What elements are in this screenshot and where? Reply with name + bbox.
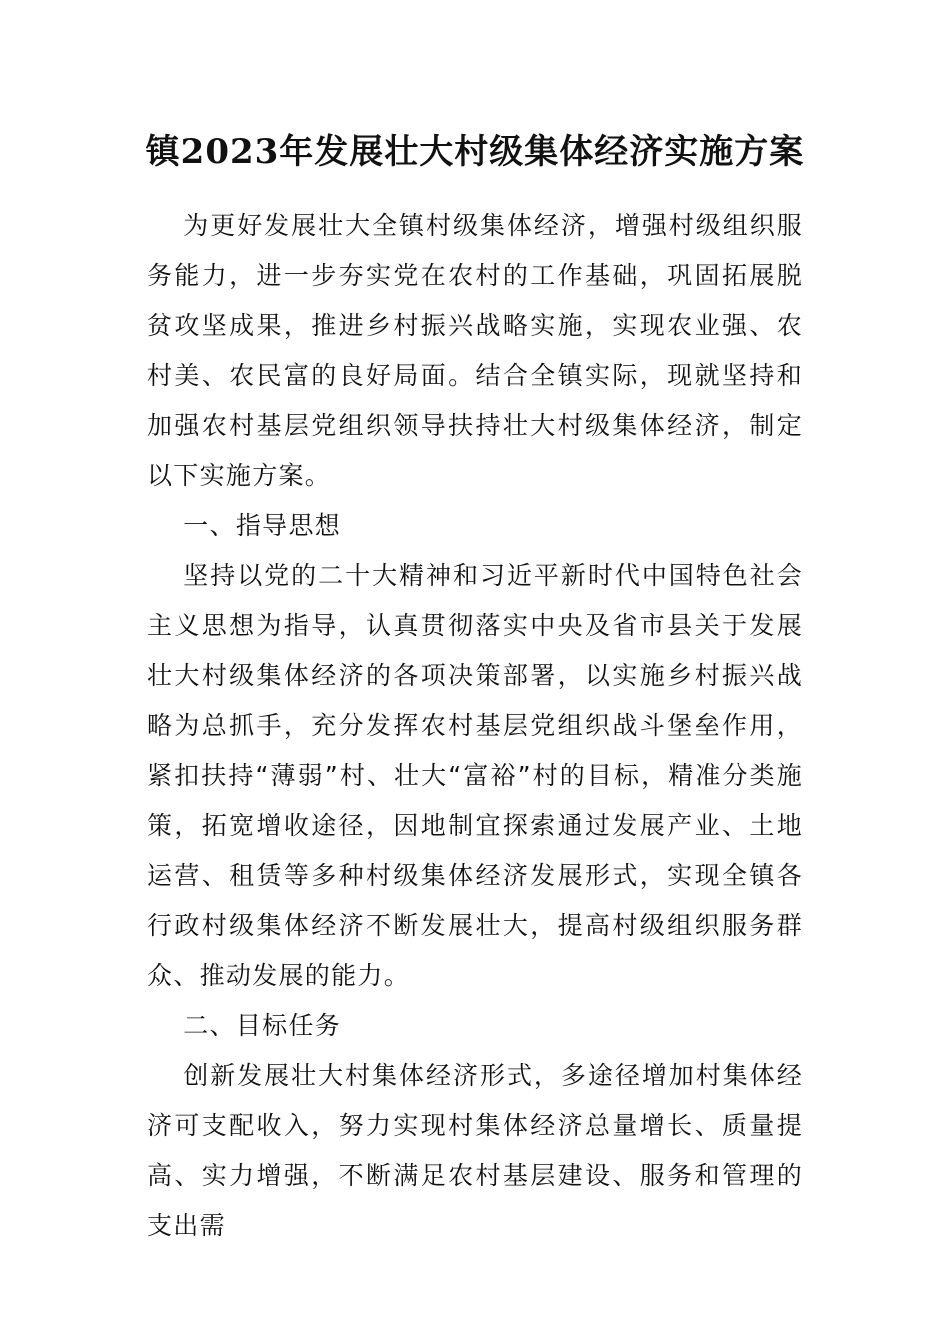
document-body	[147, 201, 803, 1251]
section-paragraph-guiding-ideology: 坚持以党的二十大精神和习近平新时代中国特色社会主义思想为指导，认真贯彻落实中央及省市县关于发展壮大村级集体经济的各项决策部署，以实施乡村振兴战略为总抓手，充分发挥农村基层党组织战斗堡垒作用，紧扣扶持“薄弱”村、壮大“富裕”村的目标，精准分类施策，拓宽增收途径，因地制宜探索通过发展产业、土地运营、租赁等多种村级集体经济发展形式，实现全镇各行政村级集体经济不断发展壮大，提高村级组织服务群众、推动发展的能力。	[147, 561, 803, 990]
section-heading-guiding-ideology: 一、指导思想	[183, 511, 342, 540]
intro-paragraph: 为更好发展壮大全镇村级集体经济，增强村级组织服务能力，进一步夯实党在农村的工作基础，巩固拓展脱贫攻坚成果，推进乡村振兴战略实施，实现农业强、农村美、农民富的良好局面。结合全镇实际，现就坚持和加强农村基层党组织领导扶持壮大村级集体经济，制定以下实施方案。	[147, 211, 803, 490]
document-title: 镇2023年发展壮大村级集体经济实施方案	[145, 132, 805, 172]
section-paragraph-goals-tasks: 创新发展壮大村集体经济形式，多途径增加村集体经济可支配收入，努力实现村集体经济总量增长、质量提高、实力增强，不断满足农村基层建设、服务和管理的支出需	[147, 1061, 803, 1240]
section-heading-goals-tasks: 二、目标任务	[183, 1011, 342, 1040]
